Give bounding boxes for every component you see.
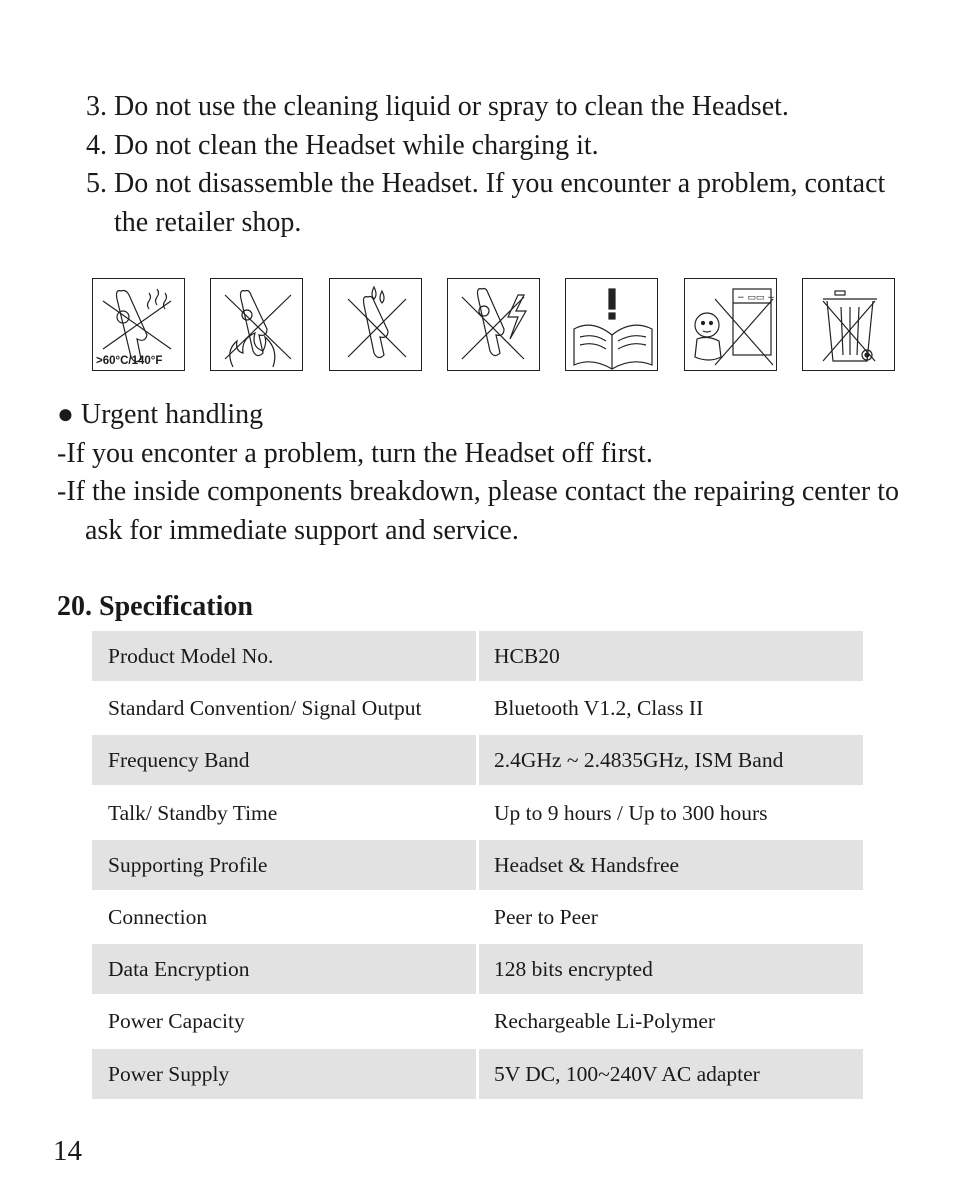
table-row [92, 683, 863, 735]
spec-label: Talk/ Standby Time [108, 800, 278, 825]
urgent-handling-line: -If you enconter a problem, turn the Headset off first. [57, 437, 653, 469]
no-liquid-warning-icon [329, 278, 422, 371]
spec-value: 128 bits encrypted [479, 944, 863, 994]
spec-value: Headset & Handsfree [479, 840, 863, 890]
precaution-item: 4. Do not clean the Headset while charging it. [86, 129, 599, 161]
spec-value: Peer to Peer [494, 904, 598, 929]
high-temperature-warning-icon [92, 278, 185, 371]
spec-label: Power Capacity [108, 1009, 245, 1034]
temperature-label: >60°C/140°F [96, 355, 163, 367]
read-manual-icon [565, 278, 658, 371]
spec-value: HCB20 [479, 631, 863, 681]
spec-label: Standard Convention/ Signal Output [108, 696, 422, 721]
table-row [92, 996, 863, 1048]
spec-label: Supporting Profile [92, 840, 476, 890]
table-row [92, 631, 863, 683]
spec-label: Frequency Band [92, 735, 476, 785]
specification-table [92, 631, 863, 1101]
spec-label: Data Encryption [92, 944, 476, 994]
svg-text:− ▭▭ +: − ▭▭ + [737, 293, 775, 303]
table-row [92, 1049, 863, 1101]
spec-label: Power Supply [92, 1049, 476, 1099]
page-number: 14 [53, 1135, 82, 1167]
spec-value: Bluetooth V1.2, Class II [494, 696, 704, 721]
spec-value: 5V DC, 100~240V AC adapter [479, 1049, 863, 1099]
urgent-handling-line: -If the inside components breakdown, please contact the repairing center to ask for immediate support and service. [57, 476, 900, 546]
keep-away-from-children-icon [684, 278, 777, 371]
spec-value: 2.4GHz ~ 2.4835GHz, ISM Band [479, 735, 863, 785]
table-row [92, 840, 863, 892]
precaution-item: 3. Do not use the cleaning liquid or spray to clean the Headset. [86, 91, 789, 122]
spec-label: Product Model No. [92, 631, 476, 681]
urgent-handling-section [57, 396, 917, 550]
no-electric-shock-warning-icon [447, 278, 540, 371]
spec-value: Up to 9 hours / Up to 300 hours [494, 800, 768, 825]
warning-icons-row [92, 278, 896, 373]
table-row [92, 735, 863, 787]
spec-value: Rechargeable Li-Polymer [494, 1009, 716, 1034]
no-fire-warning-icon [210, 278, 303, 371]
no-bin-disposal-icon [802, 278, 895, 371]
table-row [92, 892, 863, 944]
urgent-handling-heading: ● Urgent handling [57, 399, 264, 430]
table-row [92, 944, 863, 996]
precautions-list [86, 88, 926, 242]
table-row [92, 788, 863, 840]
precaution-item: 5. Do not disassemble the Headset. If you encounter a problem, contact the retailer shop. [86, 168, 886, 238]
spec-label: Connection [108, 904, 208, 929]
specification-title: 20. Specification [57, 591, 253, 622]
